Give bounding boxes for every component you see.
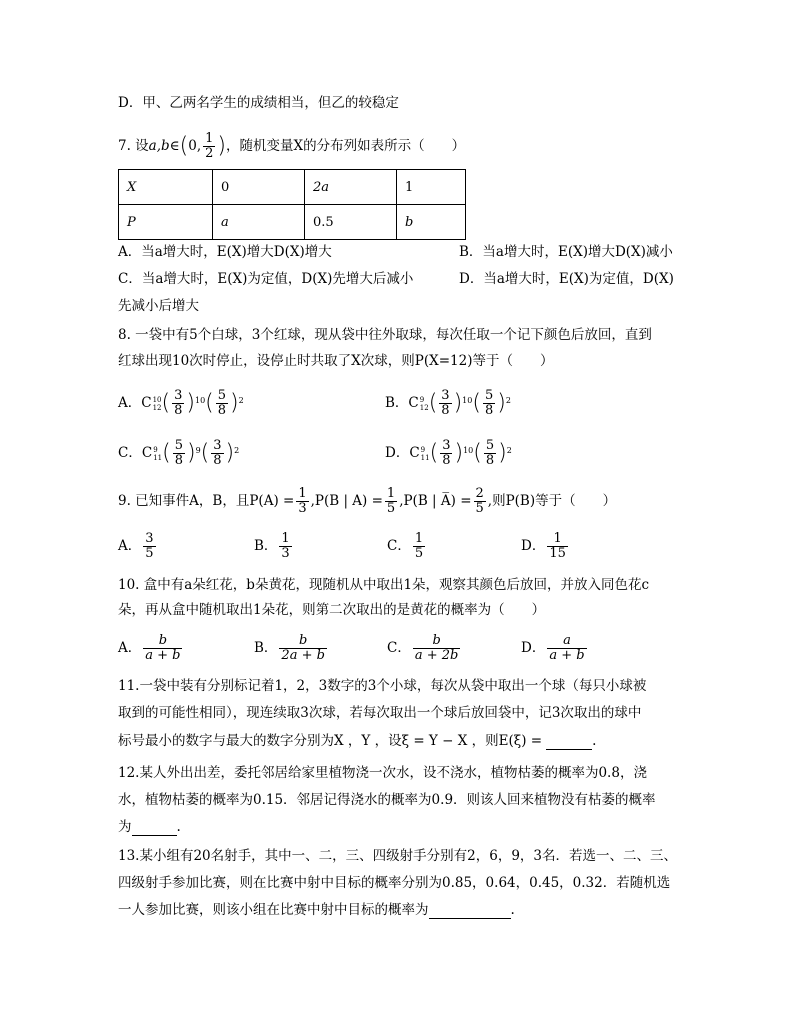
- q11-stem-line1: 11.一袋中装有分别标记着1，2，3数字的3个小球，每次从袋中取出一个球（每只小球被: [118, 678, 647, 694]
- option-label: A．: [118, 538, 142, 554]
- fraction-num: 1: [553, 531, 562, 546]
- q13-line3-text: 一人参加比赛，则该小组在比赛中射中目标的概率为: [118, 902, 429, 918]
- q9-lead: 9. 已知事件A，B，且P(A) =: [118, 493, 295, 509]
- combination-top: 9: [420, 445, 426, 454]
- option-label: A．: [118, 640, 142, 656]
- open-paren: (: [161, 390, 171, 416]
- q13-stem-line1: 13.某小组有20名射手，其中一、二，三、四级射手分别有2，6，9，3名．若选一、二、三、: [118, 848, 678, 864]
- fraction-num: 5: [174, 438, 183, 453]
- exponent: 10: [463, 446, 474, 455]
- q9-stem: [118, 483, 616, 519]
- close-paren: ): [453, 390, 463, 416]
- exponent: 9: [195, 446, 201, 455]
- fraction: [484, 439, 496, 468]
- fraction-den: 8: [442, 453, 451, 468]
- fraction-den: 8: [174, 453, 183, 468]
- q9-mid2: ,P(B | A̅) =: [399, 493, 472, 509]
- close-paren: ): [454, 440, 464, 466]
- q11-stem-line3: [118, 732, 596, 750]
- combination-top: 10: [152, 395, 162, 404]
- exponent: 2: [234, 446, 240, 455]
- q7-rest: ，随机变量X的分布列如表所示（ ）: [226, 138, 466, 154]
- q10-option-b: [254, 630, 329, 666]
- table-cell: X: [119, 170, 213, 205]
- q7-option-d-continued: 先减小后增大: [118, 298, 199, 314]
- q13-answer-blank[interactable]: [429, 904, 511, 919]
- fraction-den: 15: [549, 546, 566, 561]
- fraction: [474, 487, 486, 516]
- q13-end: .: [510, 902, 515, 918]
- q11-answer-blank[interactable]: [546, 735, 592, 750]
- q7-lead: 7. 设: [118, 138, 149, 154]
- q12-answer-blank[interactable]: [132, 821, 177, 836]
- fraction: [439, 389, 451, 418]
- fraction-den: 8: [217, 403, 227, 418]
- fraction-num: b: [432, 633, 441, 648]
- q8-option-a: [118, 385, 244, 422]
- q7-half-num: 1: [205, 131, 214, 146]
- close-paren: ): [225, 440, 235, 466]
- q10-stem-line1: 10. 盒中有a朵红花，b朵黄花，现随机从中取出1朵，观察其颜色后放回，并放入同色花c: [118, 577, 650, 593]
- q11-stem-line2: 取到的可能性相同），现连续取3次球，若每次取出一个球后放回袋中，记3次取出的球中: [118, 705, 642, 721]
- combination-indices: [153, 446, 162, 462]
- q13-stem-line2: 四级射手参加比赛，则在比赛中射中目标的概率分别为0.85，0.64，0.45，0.32．若随机选: [118, 875, 671, 891]
- option-label: B．: [254, 640, 278, 656]
- fraction-den: 8: [174, 403, 183, 418]
- fraction: [211, 439, 223, 468]
- fraction-num: 5: [484, 388, 494, 403]
- open-paren: (: [472, 390, 481, 416]
- q6-option-d: D．甲、乙两名学生的成绩相当，但乙的较稳定: [118, 95, 399, 111]
- q8-option-c: [118, 435, 239, 472]
- close-paren: ): [230, 390, 239, 416]
- fraction: [172, 389, 184, 418]
- table-row: [119, 205, 466, 240]
- exponent: 2: [506, 446, 512, 455]
- fraction-den: 5: [145, 546, 154, 561]
- q7-option-b: B．当a增大时，E(X)增大D(X)减小: [459, 244, 673, 260]
- q7-zero: 0,: [188, 138, 202, 154]
- fraction-num: b: [299, 633, 308, 648]
- fraction-den: 5: [414, 546, 424, 561]
- fraction: [413, 532, 425, 561]
- fraction-den: 8: [441, 403, 450, 418]
- q8-option-b: [385, 385, 511, 422]
- q7-ab: a,b: [148, 138, 170, 154]
- fraction: [173, 439, 185, 468]
- q8-stem-line1: 8. 一袋中有5个白球，3个红球，现从袋中往外取球，每次任取一个记下颜色后放回，直到: [118, 327, 652, 343]
- fraction-den: 3: [281, 546, 290, 561]
- fraction-den: 2a + b: [281, 648, 325, 663]
- q7-option-c: C．当a增大时，E(X)为定值，D(X)先增大后减小: [118, 271, 414, 287]
- q12-end: .: [176, 819, 181, 835]
- q7-half-fraction: [203, 132, 215, 161]
- q10-option-d: [521, 630, 589, 666]
- table-cell: 0: [213, 170, 305, 205]
- q9-option-c: [387, 528, 427, 564]
- option-label: C．: [387, 640, 411, 656]
- combination-symbol: C: [141, 395, 152, 411]
- fraction-num: 3: [213, 438, 222, 453]
- open-paren: (: [429, 440, 439, 466]
- table-cell: b: [397, 205, 466, 240]
- exponent: 2: [238, 396, 244, 405]
- fraction-den: 8: [484, 403, 494, 418]
- fraction: [547, 532, 568, 561]
- q11-end: .: [592, 733, 597, 749]
- q9-option-a: [118, 528, 158, 564]
- q9-tail: ,则P(B)等于（ ）: [487, 493, 617, 509]
- q7-option-a: A．当a增大时，E(X)增大D(X)增大: [118, 244, 332, 260]
- q9-option-b: [254, 528, 294, 564]
- q9-mid1: ,P(B | A) =: [310, 493, 383, 509]
- fraction-num: b: [158, 633, 168, 648]
- combination-symbol: C: [141, 445, 153, 461]
- table-cell: a: [213, 205, 305, 240]
- fraction-den: a + b: [549, 648, 585, 663]
- q12-line3-text: 为: [118, 819, 132, 835]
- close-paren: ): [498, 440, 507, 466]
- combination-symbol: C: [408, 395, 419, 411]
- q7-in: ∈: [169, 138, 180, 154]
- fraction-num: 2: [475, 486, 484, 501]
- open-paren: (: [162, 440, 171, 466]
- combination-indices: [420, 396, 429, 412]
- fraction-den: a + 2b: [414, 648, 459, 663]
- open-paren: (: [473, 440, 482, 466]
- fraction-num: 3: [145, 531, 154, 546]
- option-label: B．: [254, 538, 278, 554]
- table-cell: 2a: [305, 170, 397, 205]
- fraction-num: 1: [414, 531, 424, 546]
- fraction-num: 5: [217, 388, 227, 403]
- fraction-num: 3: [174, 388, 183, 403]
- fraction: [385, 487, 397, 516]
- open-paren: (: [428, 390, 438, 416]
- fraction: [143, 634, 182, 663]
- table-cell: 0.5: [305, 205, 397, 240]
- fraction-den: 8: [213, 453, 222, 468]
- q7-stem: [118, 128, 465, 165]
- combination-bottom: 12: [152, 403, 162, 412]
- table-cell: 1: [397, 170, 466, 205]
- fraction-num: 5: [485, 438, 495, 453]
- fraction-den: 5: [475, 501, 484, 516]
- fraction: [143, 532, 155, 561]
- fraction: [413, 634, 461, 663]
- fraction-num: 1: [298, 486, 307, 501]
- q8-option-d: [385, 435, 512, 472]
- exponent: 2: [505, 396, 511, 405]
- combination-bottom: 11: [153, 453, 163, 462]
- option-label: C．: [118, 445, 142, 461]
- open-paren: (: [200, 440, 210, 466]
- q7-distribution-table: [118, 169, 466, 240]
- q7-half-den: 2: [205, 146, 214, 161]
- combination-indices: [153, 396, 162, 412]
- fraction-den: 3: [298, 501, 307, 516]
- option-label: D．: [385, 445, 410, 461]
- fraction: [296, 487, 308, 516]
- option-label: D．: [521, 640, 546, 656]
- open-paren: (: [205, 390, 214, 416]
- fraction-num: 3: [441, 388, 450, 403]
- close-paren: ): [186, 440, 196, 466]
- fraction-num: 3: [442, 438, 451, 453]
- q10-option-c: [387, 630, 462, 666]
- combination-top: 9: [419, 395, 425, 404]
- option-label: D．: [521, 538, 546, 554]
- fraction-den: 8: [485, 453, 495, 468]
- fraction-num: 1: [281, 531, 290, 546]
- fraction: [440, 439, 452, 468]
- q7-option-d: D．当a增大时，E(X)为定值，D(X): [459, 271, 674, 287]
- q12-stem-line3: [118, 818, 181, 836]
- fraction: [483, 389, 495, 418]
- option-label: B．: [385, 395, 409, 411]
- q10-option-a: [118, 630, 184, 666]
- q11-line3-text: 标号最小的数字与最大的数字分别为X ，Y ，设ξ = Y − X ，则E(ξ) =: [118, 733, 543, 749]
- exponent: 10: [194, 396, 206, 405]
- exponent: 10: [462, 396, 473, 405]
- fraction: [279, 532, 291, 561]
- q12-stem-line2: 水，植物枯萎的概率为0.15．邻居记得浇水的概率为0.9．则该人回来植物没有枯萎的概率: [118, 792, 656, 808]
- q7-open-paren: (: [179, 133, 189, 159]
- table-cell: P: [119, 205, 213, 240]
- fraction-num: a: [563, 633, 571, 648]
- q7-close-paren: ): [217, 133, 227, 159]
- fraction-num: 1: [386, 486, 396, 501]
- option-label: C．: [387, 538, 411, 554]
- fraction: [279, 634, 327, 663]
- option-label: A．: [118, 395, 142, 411]
- q12-stem-line1: 12.某人外出出差，委托邻居给家里植物浇一次水，设不浇水，植物枯萎的概率为0.8，浇: [118, 765, 647, 781]
- fraction: [216, 389, 228, 418]
- fraction: [547, 634, 586, 663]
- fraction-den: a + b: [145, 648, 181, 663]
- q8-stem-line2: 红球出现10次时停止，设停止时共取了X次球，则P(X=12)等于（ ）: [118, 353, 554, 369]
- table-row: [119, 170, 466, 205]
- q9-option-d: [521, 528, 570, 564]
- close-paren: ): [497, 390, 506, 416]
- close-paren: ): [186, 390, 195, 416]
- combination-bottom: 11: [420, 453, 430, 462]
- combination-bottom: 12: [419, 403, 429, 412]
- combination-indices: [421, 446, 430, 462]
- q10-stem-line2: 朵，再从盒中随机取出1朵花，则第二次取出的是黄花的概率为（ ）: [118, 602, 546, 618]
- fraction-den: 5: [386, 501, 396, 516]
- combination-top: 9: [153, 445, 158, 454]
- combination-symbol: C: [409, 445, 420, 461]
- q13-stem-line3: [118, 901, 515, 919]
